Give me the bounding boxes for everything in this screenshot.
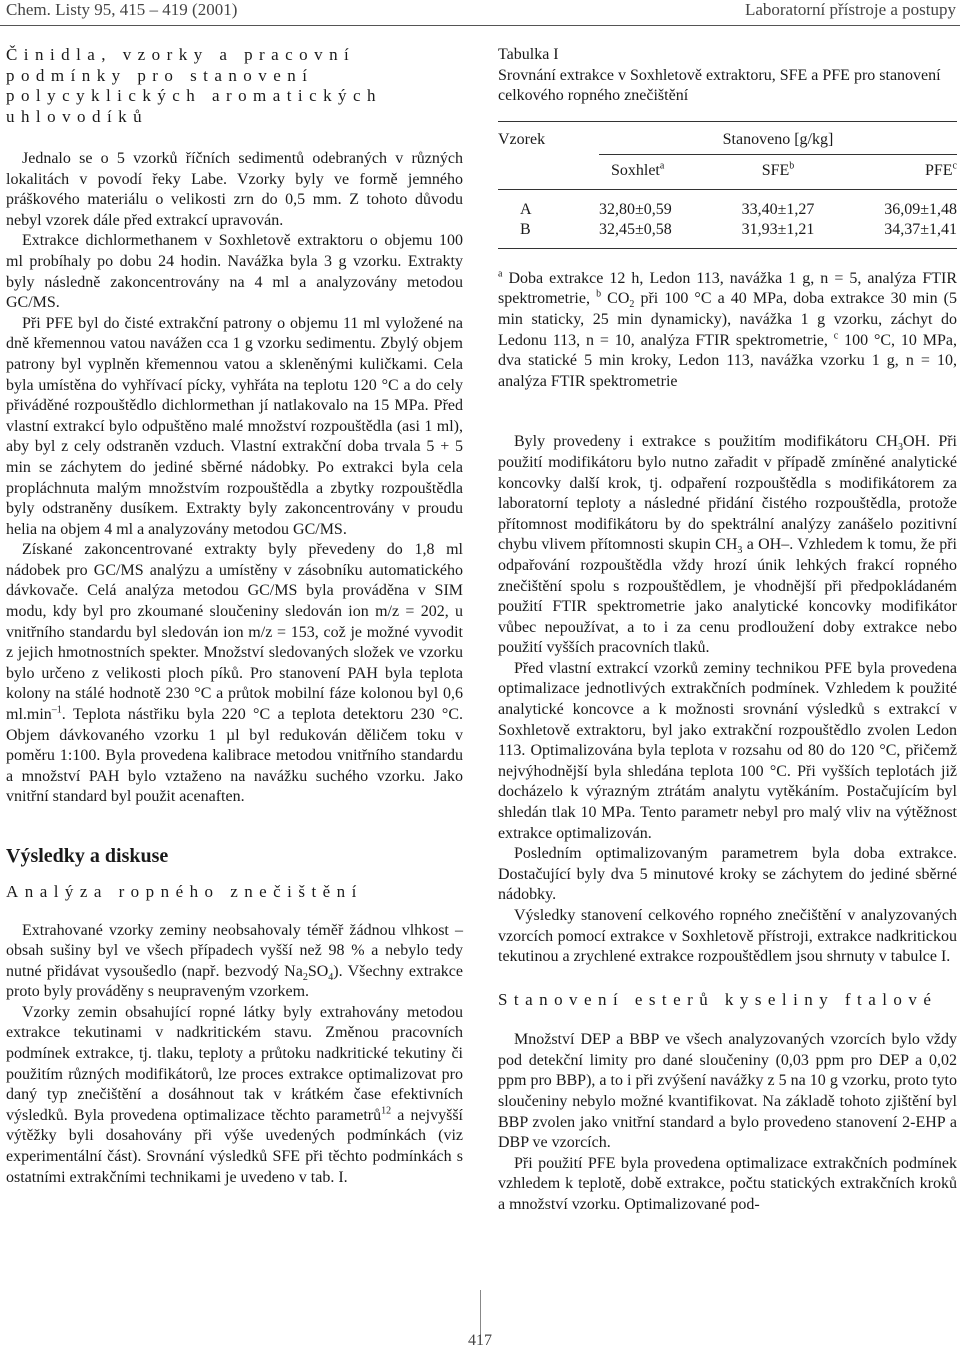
page-number: 417 xyxy=(468,1332,492,1349)
paragraph: Před vlastní extrakcí vzorků zeminy technikou PFE byla provedena optimalizace jednotlivých extrakčních podmínek. Vzhledem k použité analytické koncovce a k možnosti srovnání výsledků s extrakcí v Soxhletově extraktoru, byl jako extrakční rozpouštědlo zvolen Ledon 113. Optimalizována byla teplota v rozsahu od 80 do 120 °C, přičemž nejvýhodnější byla shledána teplota 100 °C. Při vyšších teplotách již docházelo k výrazným ztrátám analytu vytěkáním. Postačujícím byl shledán tlak 10 MPa. Tento parametr nebyl pro malý vliv na výtěžnost extrakce optimalizován. xyxy=(498,659,957,842)
table-bottom-rule xyxy=(498,248,957,249)
table-header-pfe: PFE$^c$ xyxy=(924,160,957,179)
paragraph: Výsledky stanovení celkového ropného znečištění v analyzovaných vzorcích pomocí extrakce v Soxhletově přístroji, extrakce nadkritickou tekutinou a zrychlené extrakce rozpouštědlem jsou shrnuty v tabulce I. xyxy=(498,907,957,966)
left-column xyxy=(6,45,463,1188)
table-header-sample: Vzorek xyxy=(498,130,546,148)
header-rule xyxy=(0,25,960,26)
paragraph: Extrahované vzorky zeminy neobsahovaly téměř žádnou vlhkost – obsah sušiny byl ve všech případech vyšší než 98 % a nebylo tedy nutné přidávat vysoušedlo (např. bezvodý $Na_2SO_4$). Všechny extrakce proto byly prováděny s neupraveným vzorkem. xyxy=(6,921,463,1001)
table-header-sfe: SFE$^b$ xyxy=(761,160,795,179)
paragraph: Extrakce dichlormethanem v Soxhletově extraktoru o objemu 100 ml probíhaly po dobu 24 hodin. Navážka byla 3 g vzorku. Extrakty byly následně zakoncentrovány na 4 ml a analyzovány metodou GC/MS. xyxy=(6,232,463,312)
section-title-reagents: Činidla, vzorky a pracovní podmínky pro stanovení polycyklických aromatických uhlovodíků xyxy=(6,45,382,126)
section-name: Laboratorní přístroje a postupy xyxy=(744,0,956,19)
table-header-group: Stanoveno [g/kg] xyxy=(722,130,834,148)
running-header xyxy=(0,0,960,24)
paragraph: Posledním optimalizovaným parametrem byla doba extrakce. Dostačující byly dva 5 minutové kroky se záchytem do jediné sběrné nádobky. xyxy=(498,845,957,904)
subsection-title-phthalates: Stanovení esterů kyseliny ftalové xyxy=(498,989,938,1009)
table-footnotes: $^a$ Doba extrakce 12 h, Ledon 113, navážka 1 g, n = 5, analýza FTIR spektrometrie, $^b$ $CO_2$ při 100 °C a 40 MPa, doba extrakce 30 min (5 min staticky, 25 min dynamicky), navážka 1 g vzorku, záchyt do Ledonu 113, n = 10, analýza FTIR spektrometrie, $^c$ 100 °C, 10 MPa, dva statické 5 min kroky, Ledon 113, navážka vzorku 1 g, n = 10, analýza FTIR spektrometrie xyxy=(498,268,958,390)
journal-citation: Chem. Listy 95, 415 – 419 (2001) xyxy=(6,0,238,19)
table-header-soxhlet: Soxhlet$^a$ xyxy=(610,160,665,179)
table-row: B 32,45±0,58 31,93±1,21 34,37±1,41 xyxy=(520,220,957,238)
paragraph: Množství DEP a BBP ve všech analyzovaných vzorcích bylo vždy pod detekční limity pro dané sloučeniny (0,03 ppm pro DEP a 0,02 ppm pro BBP), a to i při zvýšení navážky z 5 na 10 g vzorku, proto tyto sloučeniny nebylo možné kvantifikovat. Na základě tohoto zjištění byl BBP zvolen jako vnitřní standard a bylo provedeno stanovení 2-EHP a DBP ve vzorcích. xyxy=(498,1031,957,1152)
results-title: Výsledky a diskuse xyxy=(6,845,169,867)
table-caption: Srovnání extrakce v Soxhletově extraktoru, SFE a PFE pro stanovení celkového ropného znečištění xyxy=(498,66,941,105)
paragraph: Při PFE byl do čisté extrakční patrony o objemu 11 ml vyložené na dně křemennou vatou navážen cca 1 g vzorku sedimentu. Zbylý objem patrony byl vyplněn křemennou vatou a skleněnými kuličkami. Cela byla umístěna do vyhřívací pícky, vyhřáta na teplotu 120 °C a do cely přiváděné rozpouštědlo dichlormethan jí natlakovalo na 15 MPa. Před vlastní extrakcí bylo odpuštěno malé množství rozpouštědla (asi 1 ml), aby byl z cely odstraněn vzduch. Vlastní extrakční doba trvala 5 + 5 min se záchytem do jediné sběrné nádobky. Po extrakci byla cela propláchnuta malým množstvím rozpouštědla a zbytky rozpouštědla byly odstraněny dusíkem. Extrakty byly zakoncentrovány v proudu helia na objem 4 ml a analyzovány metodou GC/MS. xyxy=(6,314,463,538)
table-row: A 32,80±0,59 33,40±1,27 36,09±1,48 xyxy=(520,200,957,218)
results-table xyxy=(498,122,957,248)
paragraph: Byly provedeny i extrakce s použitím modifikátoru $CH_3OH$. Při použití modifikátoru bylo nutno zařadit v případě zmíněné analytické koncovky další krok, tj. odpaření rozpouštědla s modifikátorem za laboratorní teploty a následné přidání čistého rozpouštědla, protože přítomnost modifikátoru by do spektrální analýzy zanášelo pozitivní chybu vlivem přítomnosti skupin $CH_3$ a OH–. Vzhledem k tomu, že při odpařování rozpouštědla vždy hrozí únik lehkých frakcí ropného znečištění spolu s rozpouštědlem, je vhodnější při předpokládaném použití FTIR spektrometrie jako analytické koncovky modifikátor vůbec nepoužívat, a to i za cenu prodloužení doby extrakce nebo použití vyšších pracovních tlaků. xyxy=(498,433,958,657)
table-label: Tabulka I xyxy=(498,46,559,63)
right-column xyxy=(498,45,957,1216)
subsection-title-oil: Analýza ropného znečištění xyxy=(6,882,363,901)
paragraph: Při použití PFE byla provedena optimalizace extrakčních podmínek vzhledem k teplotě, době extrakce, počtu statických extrakčních kroků a množství vzorku. Optimalizované pod- xyxy=(498,1154,957,1214)
paragraph: Získané zakoncentrované extrakty byly převedeny do 1,8 ml nádobek pro GC/MS analýzu a umístěny v zásobníku automatického dávkovače. Celá analýza metodou GC/MS byla prováděna v SIM modu, kdy byl pro zkoumané sloučeniny sledován ion m/z = 202, u vnitřního standardu byl sledován ion m/z = 153, což je možné vyvodit z jejich hmotnostních spekter. Množství sledovaných složek ve vzorku bylo určeno z velikosti ploch píků. Pro stanovení PAH byla teplota kolony na stálé hodnotě 230 °C a průtok mobilní fáze kolonou byl 0,6 $ml.\min^{-1}$. Teplota nástřiku byla 220 °C a teplota detektoru 230 °C. Objem dávkovaného vzorku 1 µl byl redukován děličem toku v poměru 1:100. Byla provedena kalibrace metodou vnitřního standardu a množství PAH bylo vztaženo na navážku suchého vzorku. Jako vnitřní standard byl použit acenaften. xyxy=(6,541,463,806)
paragraph: Jednalo se o 5 vzorků říčních sedimentů odebraných v různých lokalitách v povodí řeky Labe. Vzorky byly ve formě jemného práškového materiálu o velikosti zrn do 0,5 mm. Z tohoto důvodu nebyl vzorek dále před extrakcí upravován. xyxy=(6,150,463,229)
paragraph: Vzorky zemin obsahující ropné látky byly extrahovány metodou extrakce tekutinami v nadkritickém stavu. Změnou pracovních podmínek extrakce, tj. tlaku, teploty a průtoku nadkritické tekutiny či použitím různých modifikátorů, lze proces extrakce optimalizovat pro daný typ znečištění a dosáhnout tak v krátkém čase efektivních výsledků. Byla provedena optimalizace těchto parametrů$^{12}$ a nejvyšší výtěžky byli dosahovány při výše uvedených podmínkách (viz experimentální část). Srovnání výsledků SFE při těchto podmínkách s ostatními extrakčními technikami je uvedeno v tab. I. xyxy=(6,1003,463,1186)
